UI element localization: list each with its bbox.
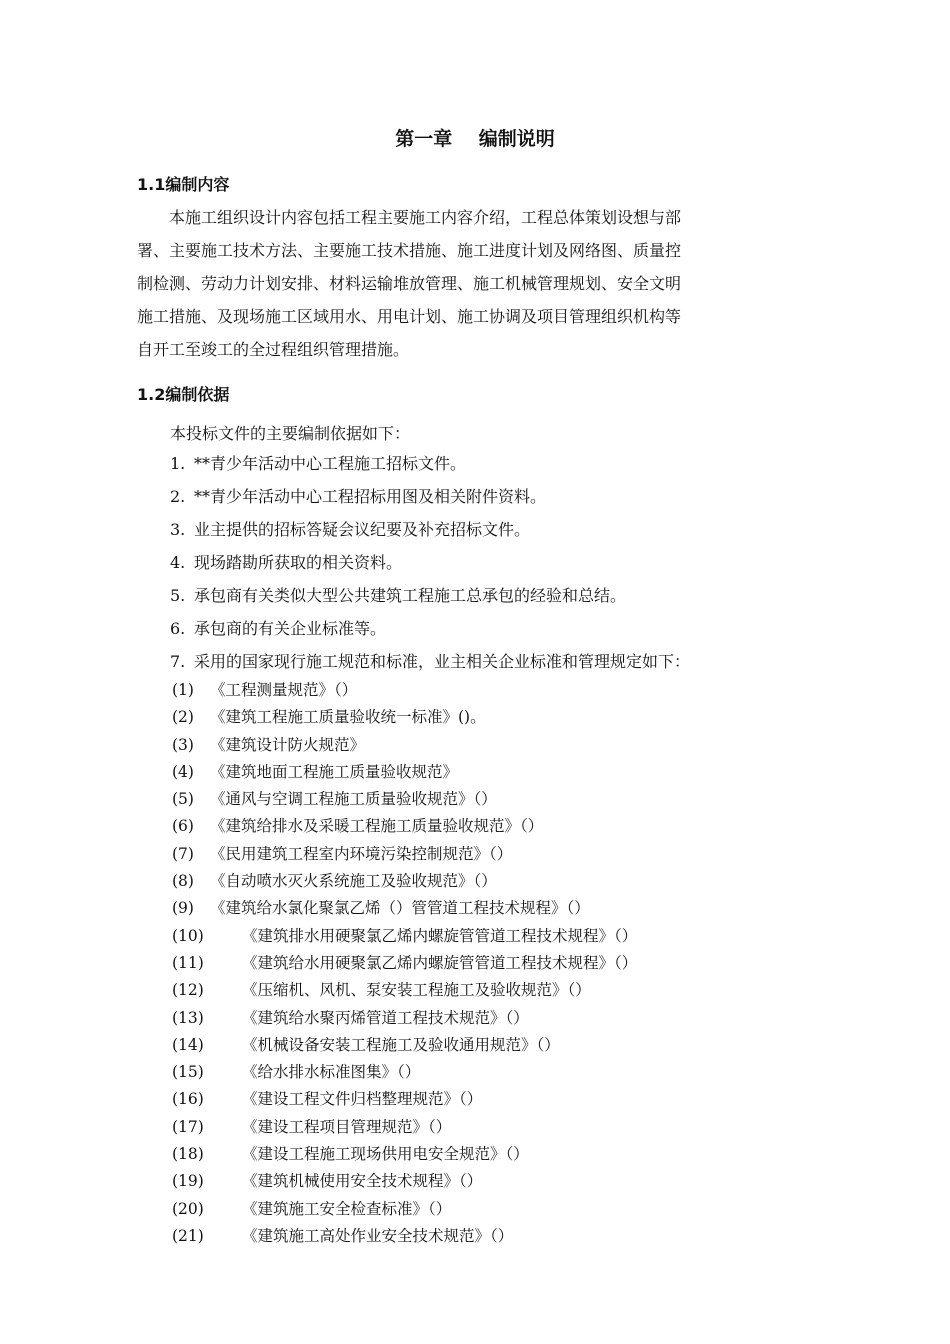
standard-item: (19) 《建筑机械使用安全技术规程》（） <box>172 1172 483 1191</box>
paragraph-line: 署、主要施工技术方法、主要施工技术措施、施工进度计划及网络图、质量控 <box>137 241 682 260</box>
paragraph-line: 施工措施、及现场施工区域用水、用电计划、施工协调及项目管理组织机构等 <box>137 307 682 326</box>
list-item: 1. **青少年活动中心工程施工招标文件。 <box>170 454 467 473</box>
paragraph-line: 本施工组织设计内容包括工程主要施工内容介绍，工程总体策划设想与部 <box>169 208 682 227</box>
standard-item: (5) 《通风与空调工程施工质量验收规范》（） <box>172 790 497 809</box>
basis-list <box>170 447 690 678</box>
content-paragraph <box>137 201 807 366</box>
standard-item: (3) 《建筑设计防火规范》 <box>172 735 366 754</box>
standard-item: (1) 《工程测量规范》（） <box>172 681 358 699</box>
standard-item: (20) 《建筑施工安全检查标准》（） <box>172 1199 452 1218</box>
standard-item: (12) 《压缩机、风机、泵安装工程施工及验收规范》（） <box>172 981 591 1000</box>
section-heading-basis: 1.2编制依据 <box>137 385 230 404</box>
standard-item: (21) 《建筑施工高处作业安全技术规范》（） <box>172 1226 514 1245</box>
standard-item: (6) 《建筑给排水及采暖工程施工质量验收规范》（） <box>172 817 544 836</box>
standard-item: (16) 《建设工程文件归档整理规范》（） <box>172 1090 483 1109</box>
standards-list <box>172 677 637 1250</box>
standard-item: (8) 《自动喷水灭火系统施工及验收规范》（） <box>172 872 497 891</box>
list-item: 4. 现场踏勘所获取的相关资料。 <box>170 553 403 572</box>
standard-item: (13) 《建筑给水聚丙烯管道工程技术规范》（） <box>172 1008 529 1027</box>
standard-item: (11) 《建筑给水用硬聚氯乙烯内螺旋管管道工程技术规程》（） <box>172 953 638 972</box>
paragraph-line: 自开工至竣工的全过程组织管理措施。 <box>137 340 410 359</box>
section-heading-content: 1.1编制内容 <box>137 175 230 194</box>
standard-item: (9) 《建筑给水氯化聚氯乙烯（）管管道工程技术规程》（） <box>172 899 590 918</box>
standard-item: (18) 《建设工程施工现场供用电安全规范》（） <box>172 1145 529 1164</box>
standard-item: (2) 《建筑工程施工质量验收统一标准》()。 <box>172 708 486 727</box>
standard-item: (17) 《建设工程项目管理规范》（） <box>172 1117 452 1136</box>
list-item: 7. 采用的国家现行施工规范和标准，业主相关企业标准和管理规定如下： <box>170 652 691 671</box>
standard-item: (7) 《民用建筑工程室内环境污染控制规范》（） <box>172 844 513 863</box>
list-item: 3. 业主提供的招标答疑会议纪要及补充招标文件。 <box>170 520 531 539</box>
standard-item: (14) 《机械设备安装工程施工及验收通用规范》（） <box>172 1035 560 1054</box>
list-item: 5. 承包商有关类似大型公共建筑工程施工总承包的经验和总结。 <box>170 586 627 605</box>
standard-item: (15) 《给水排水标准图集》（） <box>172 1063 421 1082</box>
paragraph-line: 制检测、劳动力计划安排、材料运输堆放管理、施工机械管理规划、安全文明 <box>137 274 682 293</box>
list-item: 2. **青少年活动中心工程招标用图及相关附件资料。 <box>170 487 547 506</box>
basis-intro: 本投标文件的主要编制依据如下： <box>170 424 411 443</box>
standard-item: (4) 《建筑地面工程施工质量验收规范》 <box>172 762 459 781</box>
standard-item: (10) 《建筑排水用硬聚氯乙烯内螺旋管管道工程技术规程》（） <box>172 926 638 945</box>
list-item: 6. 承包商的有关企业标准等。 <box>170 619 387 638</box>
chapter-title: 第一章 编制说明 <box>395 128 555 150</box>
